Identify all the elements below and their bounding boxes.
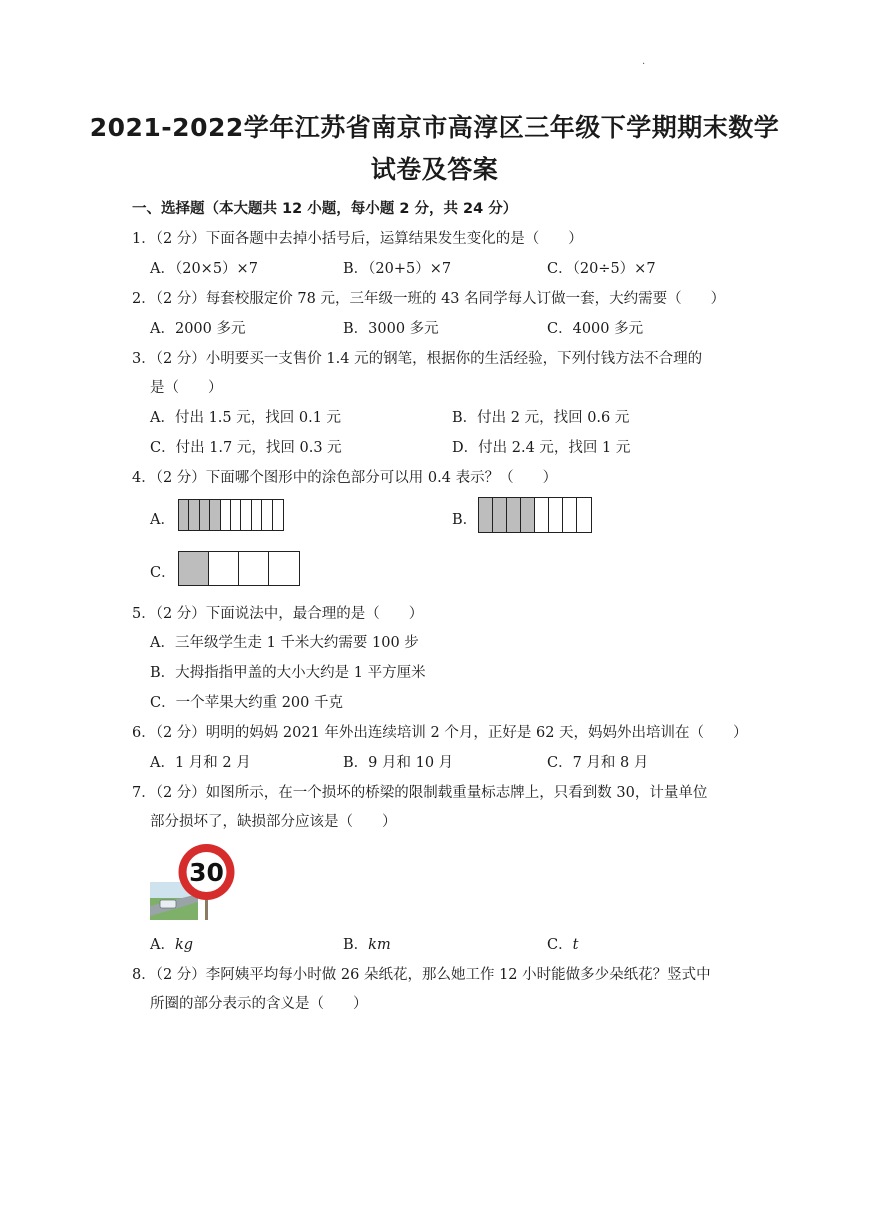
shaded-cell — [479, 498, 493, 532]
empty-cell — [221, 500, 231, 530]
shaded-cell — [179, 552, 209, 585]
question-7-option-a: A．kg — [150, 937, 194, 953]
sign-number: 30 — [189, 858, 224, 887]
empty-cell — [577, 498, 591, 532]
question-1-stem: 1．（2 分）下面各题中去掉小括号后，运算结果发生变化的是（ ） — [132, 231, 583, 247]
question-6-option-a: A．1 月和 2 月 — [150, 755, 251, 771]
question-2-option-c: C．4000 多元 — [547, 321, 644, 337]
empty-cell — [269, 552, 299, 585]
question-3-option-c: C．付出 1.7 元，找回 0.3 元 — [150, 440, 342, 456]
question-8-stem: 8．（2 分）李阿姨平均每小时做 26 朵纸花，那么她工作 12 小时能做多少朵纸花？竖式中 — [132, 967, 711, 983]
empty-cell — [262, 500, 272, 530]
question-4-stem: 4．（2 分）下面哪个图形中的涂色部分可以用 0.4 表示？（ ） — [132, 470, 558, 486]
question-6-option-c: C．7 月和 8 月 — [547, 755, 649, 771]
question-5-option-b: B．大拇指指甲盖的大小大约是 1 平方厘米 — [150, 665, 426, 681]
empty-cell — [239, 552, 269, 585]
empty-cell — [231, 500, 241, 530]
question-5-option-a: A．三年级学生走 1 千米大约需要 100 步 — [150, 635, 419, 651]
question-6-stem: 6．（2 分）明明的妈妈 2021 年外出连续培训 2 个月，正好是 62 天，妈妈外出培训在（ ） — [132, 725, 748, 741]
question-8-stem-cont: 所圈的部分表示的含义是（ ） — [150, 996, 368, 1012]
question-1-option-a: A．（20×5）×7 — [150, 261, 258, 277]
section-heading: 一、选择题（本大题共 12 小题，每小题 2 分，共 24 分） — [132, 201, 518, 217]
question-4-option-b: B． — [452, 512, 478, 528]
empty-cell — [563, 498, 577, 532]
empty-cell — [535, 498, 549, 532]
question-3-stem: 3．（2 分）小明要买一支售价 1.4 元的钢笔，根据你的生活经验，下列付钱方法不合理的 — [132, 351, 703, 367]
question-7-option-a-unit: kg — [174, 937, 194, 953]
question-1-option-b: B．（20+5）×7 — [343, 261, 452, 277]
empty-cell — [252, 500, 262, 530]
question-3-stem-cont: 是（ ） — [150, 380, 223, 396]
question-7-option-b-unit: km — [368, 937, 391, 953]
figure-b-eight-part-bar — [478, 497, 592, 533]
shaded-cell — [493, 498, 507, 532]
shaded-cell — [521, 498, 535, 532]
figure-a-ten-part-bar — [178, 499, 284, 531]
question-7-stem-cont: 部分损坏了，缺损部分应该是（ ） — [150, 814, 397, 830]
question-6-option-b: B．9 月和 10 月 — [343, 755, 454, 771]
question-7-stem: 7．（2 分）如图所示，在一个损坏的桥梁的限制载重量标志牌上，只看到数 30，计量单位 — [132, 785, 708, 801]
question-7-option-b: B．km — [343, 937, 391, 953]
figure-c-four-part-bar — [178, 551, 300, 586]
question-4-option-c: C． — [150, 565, 176, 581]
shaded-cell — [189, 500, 199, 530]
page-title-line1: 2021-2022学年江苏省南京市高淳区三年级下学期期末数学 — [89, 113, 780, 142]
question-5-option-c: C．一个苹果大约重 200 千克 — [150, 695, 343, 711]
empty-cell — [241, 500, 251, 530]
shaded-cell — [507, 498, 521, 532]
question-2-option-b: B．3000 多元 — [343, 321, 439, 337]
page-title-line2: 试卷及答案 — [370, 155, 499, 184]
question-5-stem: 5．（2 分）下面说法中，最合理的是（ ） — [132, 606, 424, 622]
empty-cell — [549, 498, 563, 532]
empty-cell — [209, 552, 239, 585]
question-3-option-d: D．付出 2.4 元，找回 1 元 — [452, 440, 631, 456]
shaded-cell — [200, 500, 210, 530]
empty-cell — [273, 500, 283, 530]
question-3-option-a: A．付出 1.5 元，找回 0.1 元 — [150, 410, 342, 426]
question-7-option-c: C．t — [547, 937, 579, 953]
question-2-option-a: A．2000 多元 — [150, 321, 246, 337]
question-3-option-b: B．付出 2 元，找回 0.6 元 — [452, 410, 630, 426]
corner-mark: . — [642, 56, 646, 67]
weight-limit-sign-image — [150, 836, 240, 920]
shaded-cell — [210, 500, 220, 530]
question-2-stem: 2．（2 分）每套校服定价 78 元，三年级一班的 43 名同学每人订做一套，大约需要（ ） — [132, 291, 726, 307]
question-1-option-c: C．（20÷5）×7 — [547, 261, 656, 277]
shaded-cell — [179, 500, 189, 530]
question-4-option-a: A． — [150, 512, 175, 528]
question-7-option-c-unit: t — [572, 937, 579, 953]
